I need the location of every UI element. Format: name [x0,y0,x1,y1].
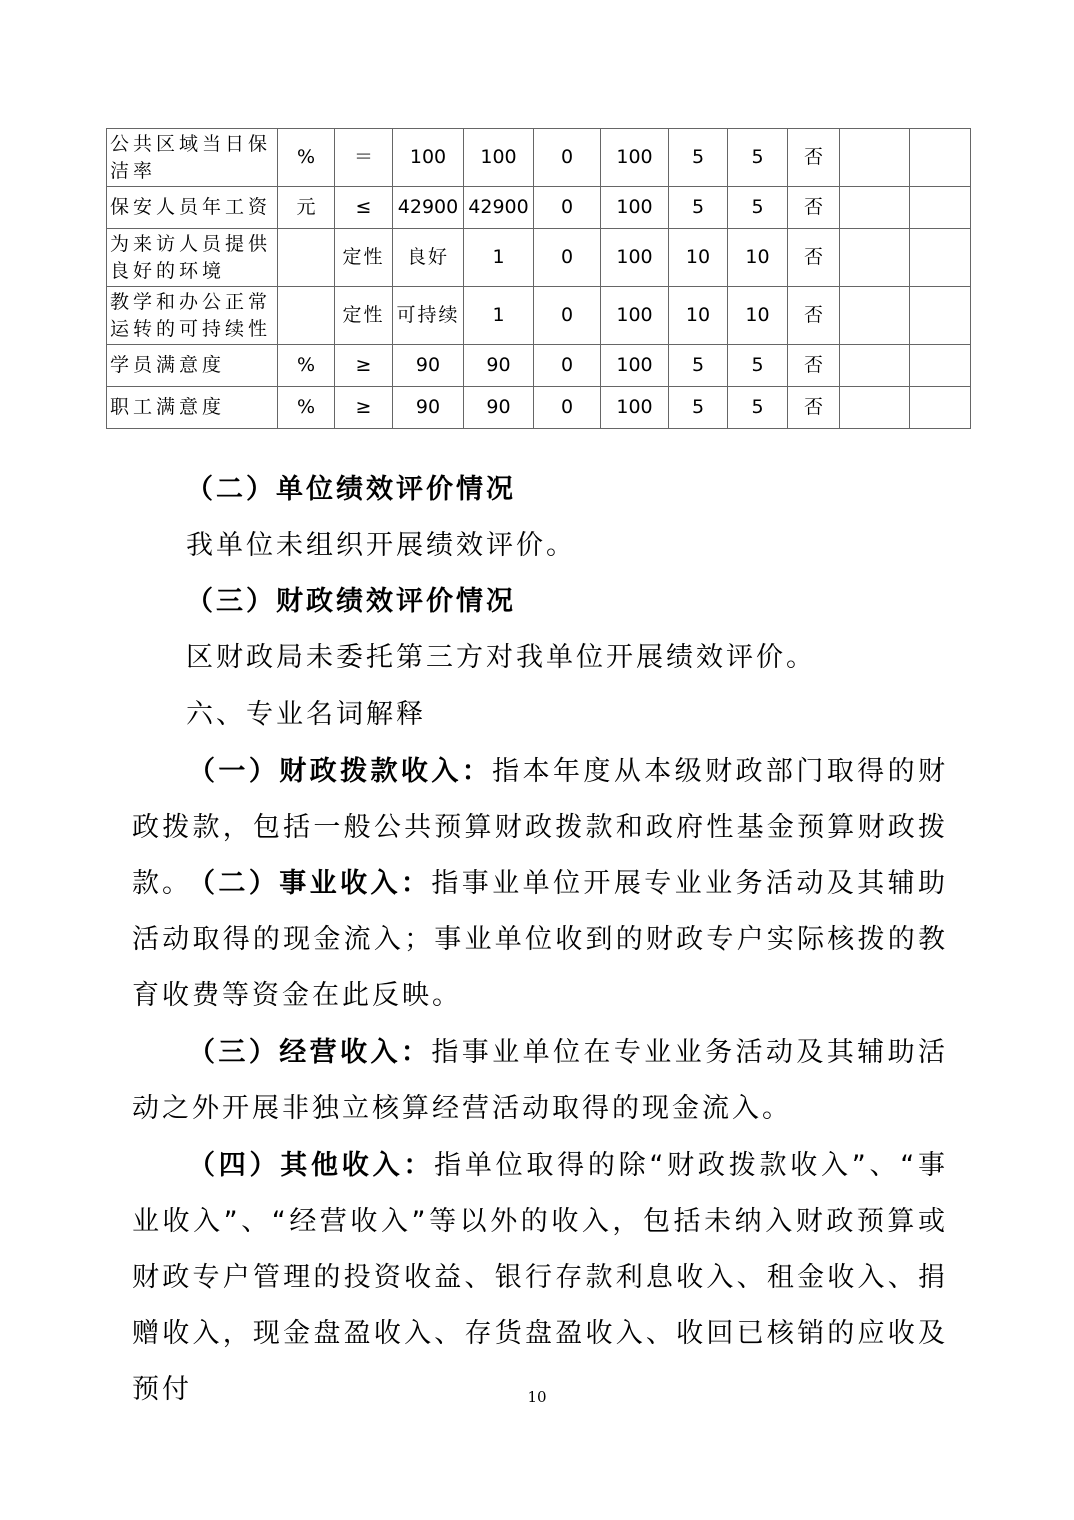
table-cell: 10 [669,287,728,345]
table-cell: 5 [669,187,728,229]
table-cell: 0 [534,287,601,345]
term-definition: 指事业单位在专业业务活动及其辅助活动之外开展非独立核算经营活动取得的现金流入。 [132,1037,949,1124]
table-cell: 100 [601,345,669,387]
operator-cell: 定性 [335,229,393,287]
table-cell: 100 [601,229,669,287]
table-cell: 100 [601,287,669,345]
table-row [107,187,971,229]
operator-cell: ＝ [335,129,393,187]
flag-cell: 否 [788,387,840,429]
section-body-unit-evaluation: 我单位未组织开展绩效评价。 [186,530,576,561]
term-label: （三）经营收入： [188,1037,432,1068]
actual-value-cell: 90 [464,387,534,429]
table-cell: 0 [534,387,601,429]
table-cell: 0 [534,187,601,229]
actual-value-cell: 1 [464,229,534,287]
indicator-name-cell: 保安人员年工资 [107,187,278,229]
actual-value-cell: 42900 [464,187,534,229]
section-body-finance-evaluation: 区财政局未委托第三方对我单位开展绩效评价。 [186,642,816,673]
unit-cell: % [278,129,335,187]
performance-indicator-table [106,128,971,429]
target-value-cell: 良好 [393,229,464,287]
page-number: 10 [527,1388,547,1406]
table-cell: 5 [669,387,728,429]
table-row [107,287,971,345]
unit-cell: 元 [278,187,335,229]
table-row [107,129,971,187]
table-cell: 5 [669,345,728,387]
operator-cell: ≥ [335,387,393,429]
glossary-term-other-income [132,1138,948,1418]
flag-cell: 否 [788,229,840,287]
target-value-cell: 42900 [393,187,464,229]
table-cell [910,345,971,387]
indicator-name-cell: 职工满意度 [107,387,278,429]
table-cell: 0 [534,229,601,287]
target-value-cell: 90 [393,387,464,429]
table-cell [910,287,971,345]
section-heading-unit-evaluation: （二）单位绩效评价情况 [186,474,516,505]
table-cell [840,345,910,387]
table-cell: 10 [728,287,788,345]
unit-cell: % [278,387,335,429]
term-label: （四）其他收入： [188,1150,435,1181]
indicator-name-cell: 公共区域当日保洁率 [107,129,278,187]
table-cell [910,387,971,429]
table-cell: 5 [728,345,788,387]
unit-cell [278,287,335,345]
glossary-term-business-income [132,856,948,1024]
operator-cell: ≤ [335,187,393,229]
indicator-name-cell: 为来访人员提供良好的环境 [107,229,278,287]
table-cell [840,287,910,345]
table-cell [910,187,971,229]
table-cell: 5 [728,129,788,187]
table-cell: 5 [728,387,788,429]
table-cell: 5 [728,187,788,229]
glossary-term-operating-income [132,1025,948,1137]
table-row [107,229,971,287]
target-value-cell: 可持续 [393,287,464,345]
indicator-name-cell: 教学和办公正常运转的可持续性 [107,287,278,345]
table-cell: 0 [534,129,601,187]
table-cell [840,229,910,287]
table-cell: 10 [669,229,728,287]
table-cell [840,187,910,229]
term-definition: 指本年度从本级财政部门取得的财政拨款，包括一般公共预算财政拨款和政府性基金预算财政拨款。 [132,756,949,899]
unit-cell [278,229,335,287]
table-cell [910,229,971,287]
actual-value-cell: 1 [464,287,534,345]
section-heading-glossary: 六、专业名词解释 [186,699,426,730]
table-cell: 0 [534,345,601,387]
flag-cell: 否 [788,187,840,229]
flag-cell: 否 [788,129,840,187]
target-value-cell: 90 [393,345,464,387]
flag-cell: 否 [788,287,840,345]
section-heading-finance-evaluation: （三）财政绩效评价情况 [186,586,516,617]
table-cell: 10 [728,229,788,287]
actual-value-cell: 100 [464,129,534,187]
table-cell: 100 [601,129,669,187]
table-cell: 5 [669,129,728,187]
flag-cell: 否 [788,345,840,387]
operator-cell: ≥ [335,345,393,387]
table-cell [840,387,910,429]
term-label: （一）财政拨款收入： [188,756,493,787]
table-row [107,387,971,429]
target-value-cell: 100 [393,129,464,187]
indicator-name-cell: 学员满意度 [107,345,278,387]
table-cell [910,129,971,187]
table-cell [840,129,910,187]
unit-cell: % [278,345,335,387]
table-row [107,345,971,387]
table-cell: 100 [601,387,669,429]
actual-value-cell: 90 [464,345,534,387]
term-definition: 指事业单位开展专业业务活动及其辅助活动取得的现金流入；事业单位收到的财政专户实际核拨的教育收费等资金在此反映。 [132,868,949,1011]
table-cell: 100 [601,187,669,229]
term-definition: 指单位取得的除“财政拨款收入”、“事业收入”、“经营收入”等以外的收入，包括未纳入财政预算或财政专户管理的投资收益、银行存款利息收入、租金收入、捐赠收入，现金盘盈收入、存货盘盈收入、收回已核销的应收及预付 [132,1150,948,1405]
term-label: （二）事业收入： [188,868,432,899]
operator-cell: 定性 [335,287,393,345]
